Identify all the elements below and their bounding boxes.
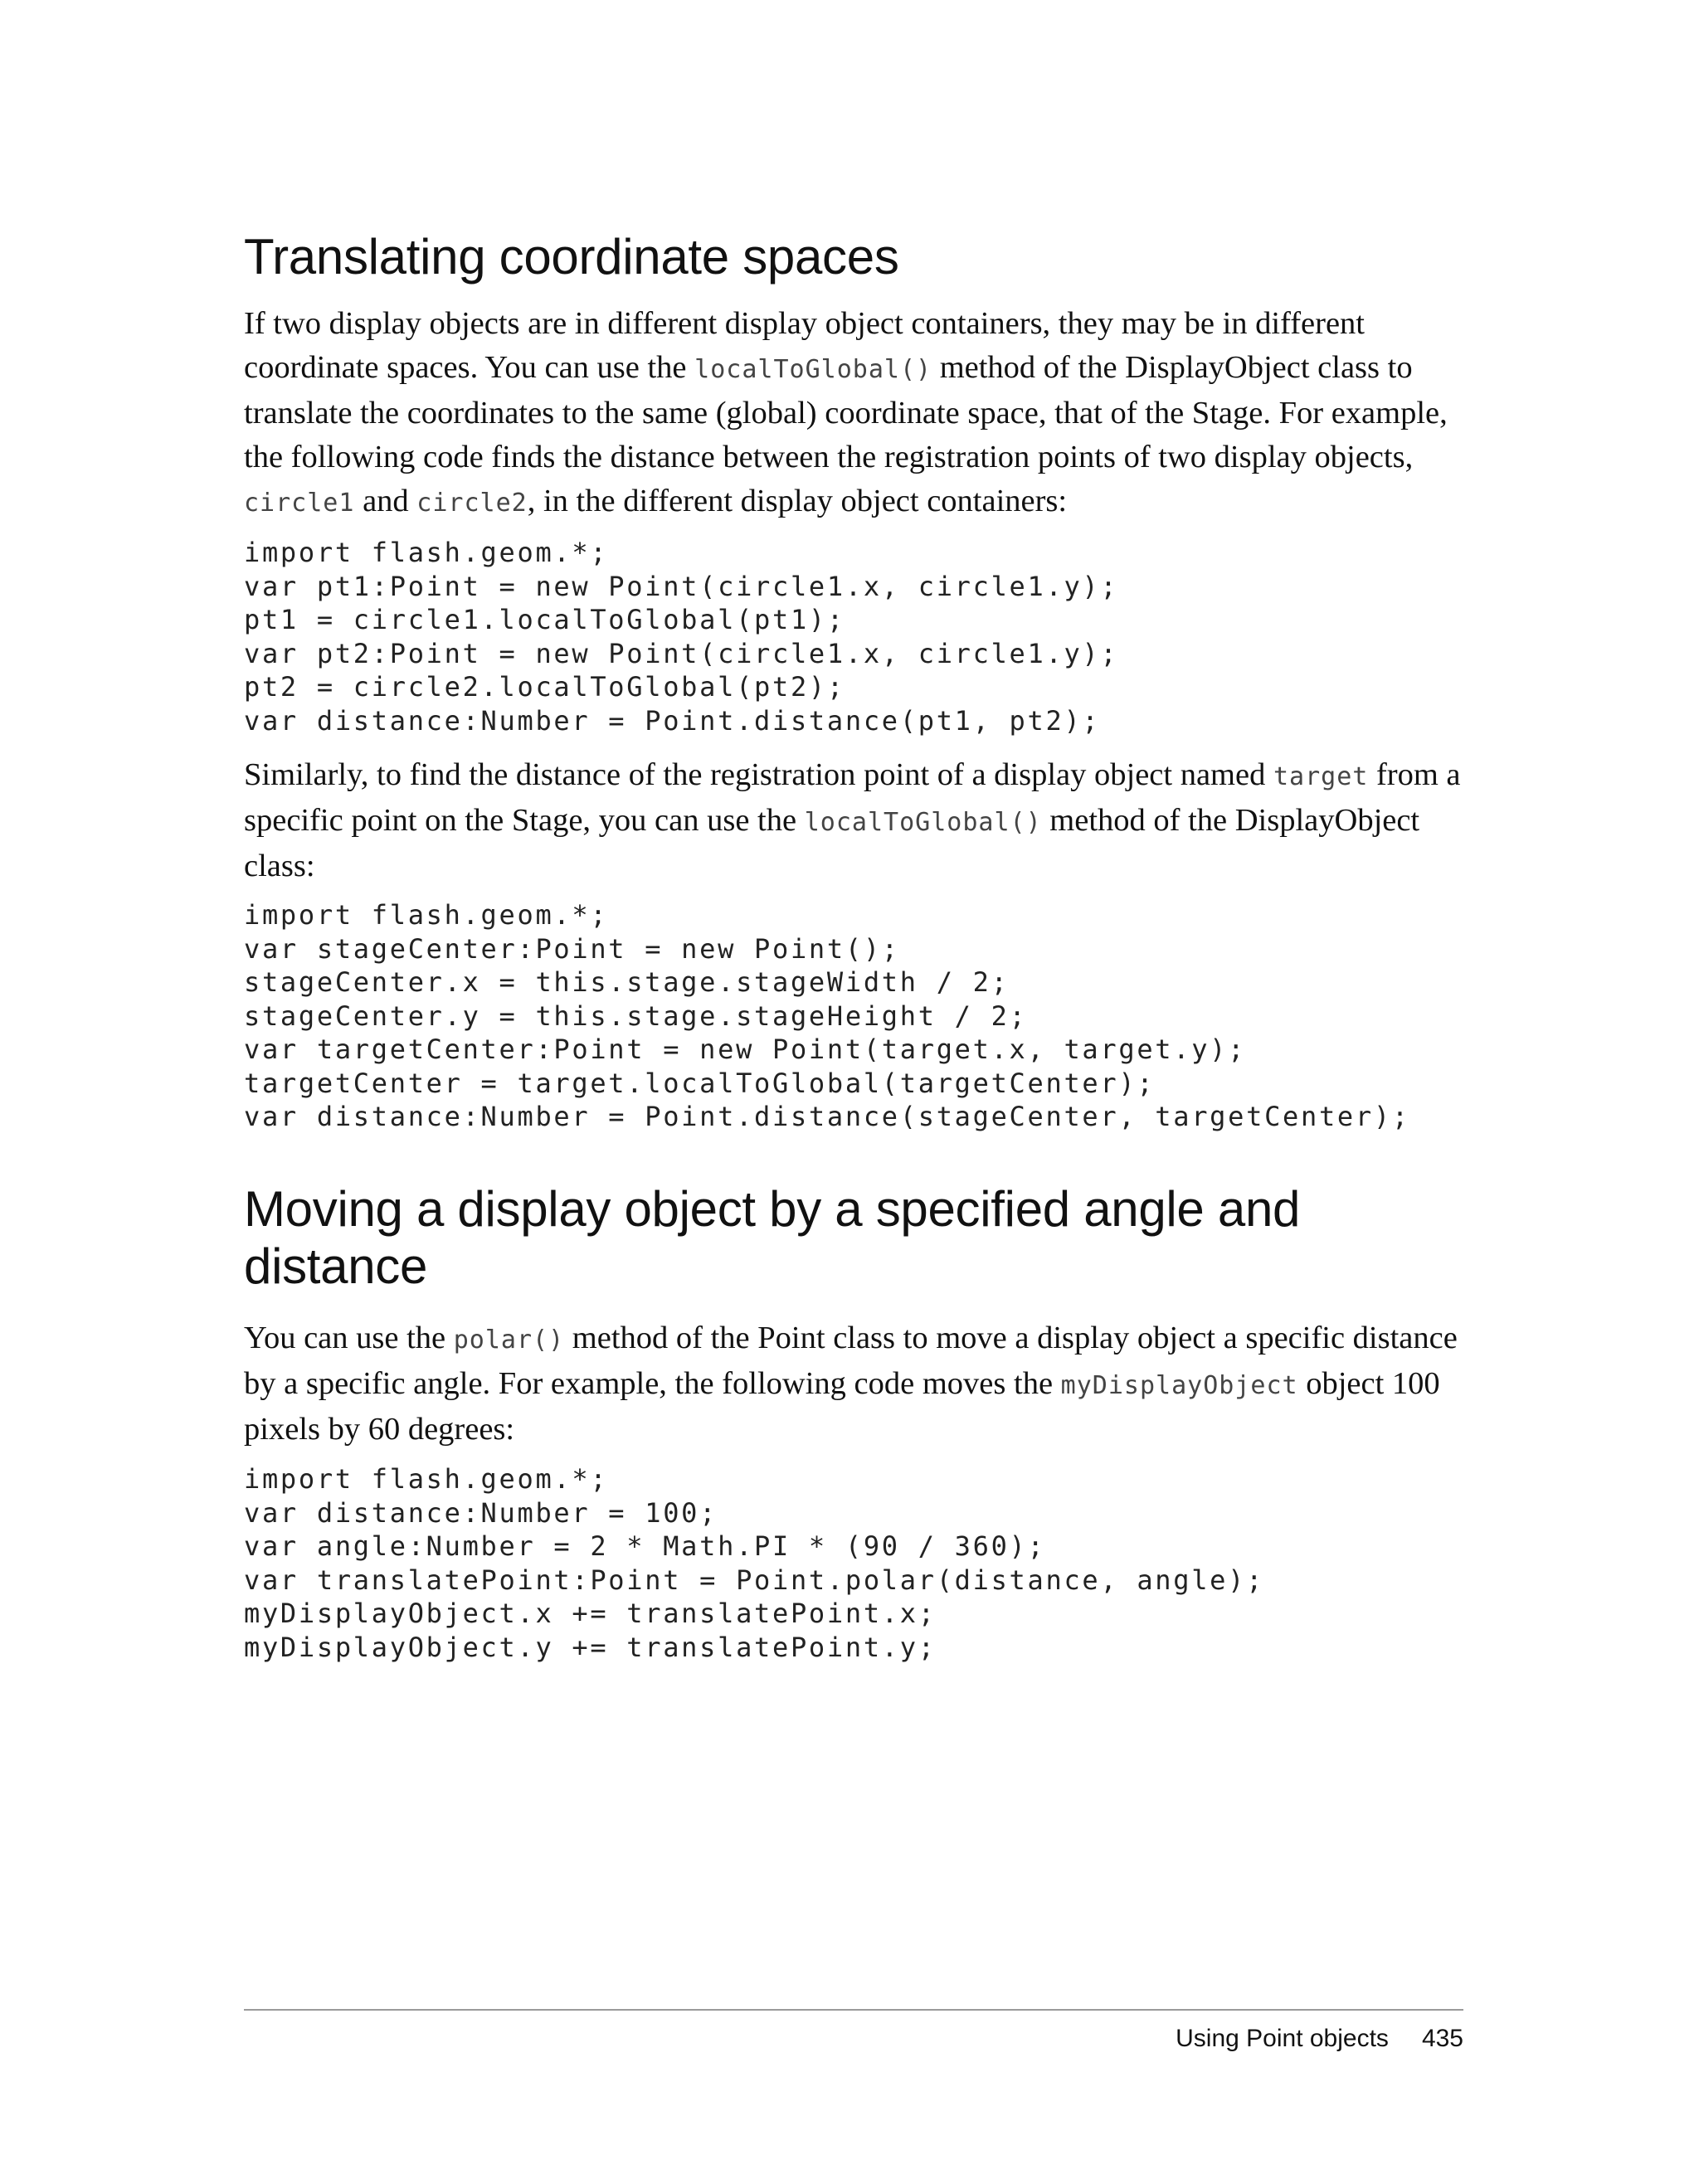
text-run: from a specific point on the Stage, you can use the — [244, 757, 1461, 838]
text-run: You can use the — [244, 1321, 454, 1355]
page-number: 435 — [1421, 2025, 1463, 2052]
text-run: object 100 pixels by 60 degrees: — [244, 1366, 1440, 1447]
text-run: , in the different display object containers: — [527, 484, 1068, 518]
text-run: method of the DisplayObject class: — [244, 803, 1420, 883]
text-run: method of the Point class to move a display object a specific distance by a specific angle. For example, the following code moves the — [244, 1321, 1458, 1401]
inline-code: myDisplayObject — [1060, 1371, 1298, 1400]
page-footer — [1176, 2022, 1463, 2055]
inline-code: circle1 — [244, 489, 355, 518]
inline-code: polar() — [453, 1325, 565, 1355]
paragraph-stage-distance — [244, 753, 1463, 888]
section-heading-moving: Moving a display object by a specified angle and distance — [244, 1181, 1301, 1294]
inline-code: localToGlobal() — [804, 808, 1042, 837]
document-page — [244, 0, 1463, 2184]
inline-code: circle2 — [416, 489, 528, 518]
code-block-polar: import flash.geom.*; var distance:Number = 100; var angle:Number = 2 * Math.PI * (90 / 360); var translatePoint:Point = Point.polar(distance, angle); myDisplayObject.x += translatePoint.x; myDisplayObject.y += translatePoint.y; — [244, 1463, 1265, 1663]
inline-code: localToGlobal() — [694, 355, 932, 384]
code-block-local-to-global: import flash.geom.*; var pt1:Point = new Point(circle1.x, circle1.y); pt1 = circle1.localToGlobal(pt1); var pt2:Point = new Point(circle1.x, circle1.y); pt2 = circle2.localToGlobal(pt2); var distance:Number = Point.distance(pt1, pt2); — [244, 537, 1119, 737]
inline-code: target — [1273, 762, 1369, 791]
footer-divider — [244, 2009, 1463, 2011]
paragraph-polar-intro — [244, 1316, 1463, 1452]
text-run: Similarly, to find the distance of the registration point of a display object named — [244, 757, 1273, 792]
text-run: If two display objects are in different display object containers, they may be in different coordinate spaces. You can use the — [244, 306, 1365, 385]
text-run: method of the DisplayObject class to translate the coordinates to the same (global) coordinate space, that of the Stage. For example, the following code finds the distance between the registration points of two display objects, — [244, 350, 1448, 474]
code-block-stage-center: import flash.geom.*; var stageCenter:Point = new Point(); stageCenter.x = this.stage.stageWidth / 2; stageCenter.y = this.stage.stageHeight / 2; var targetCenter:Point = new Point(target.x, target.y); targetCenter = target.localToGlobal(targetCenter); var distance:Number = Point.distance(stageCenter, targetCenter); — [244, 899, 1410, 1132]
section-heading-translating: Translating coordinate spaces — [244, 229, 899, 285]
text-run: and — [354, 484, 417, 518]
footer-title: Using Point objects — [1176, 2025, 1389, 2052]
paragraph-translating-intro — [244, 302, 1463, 525]
